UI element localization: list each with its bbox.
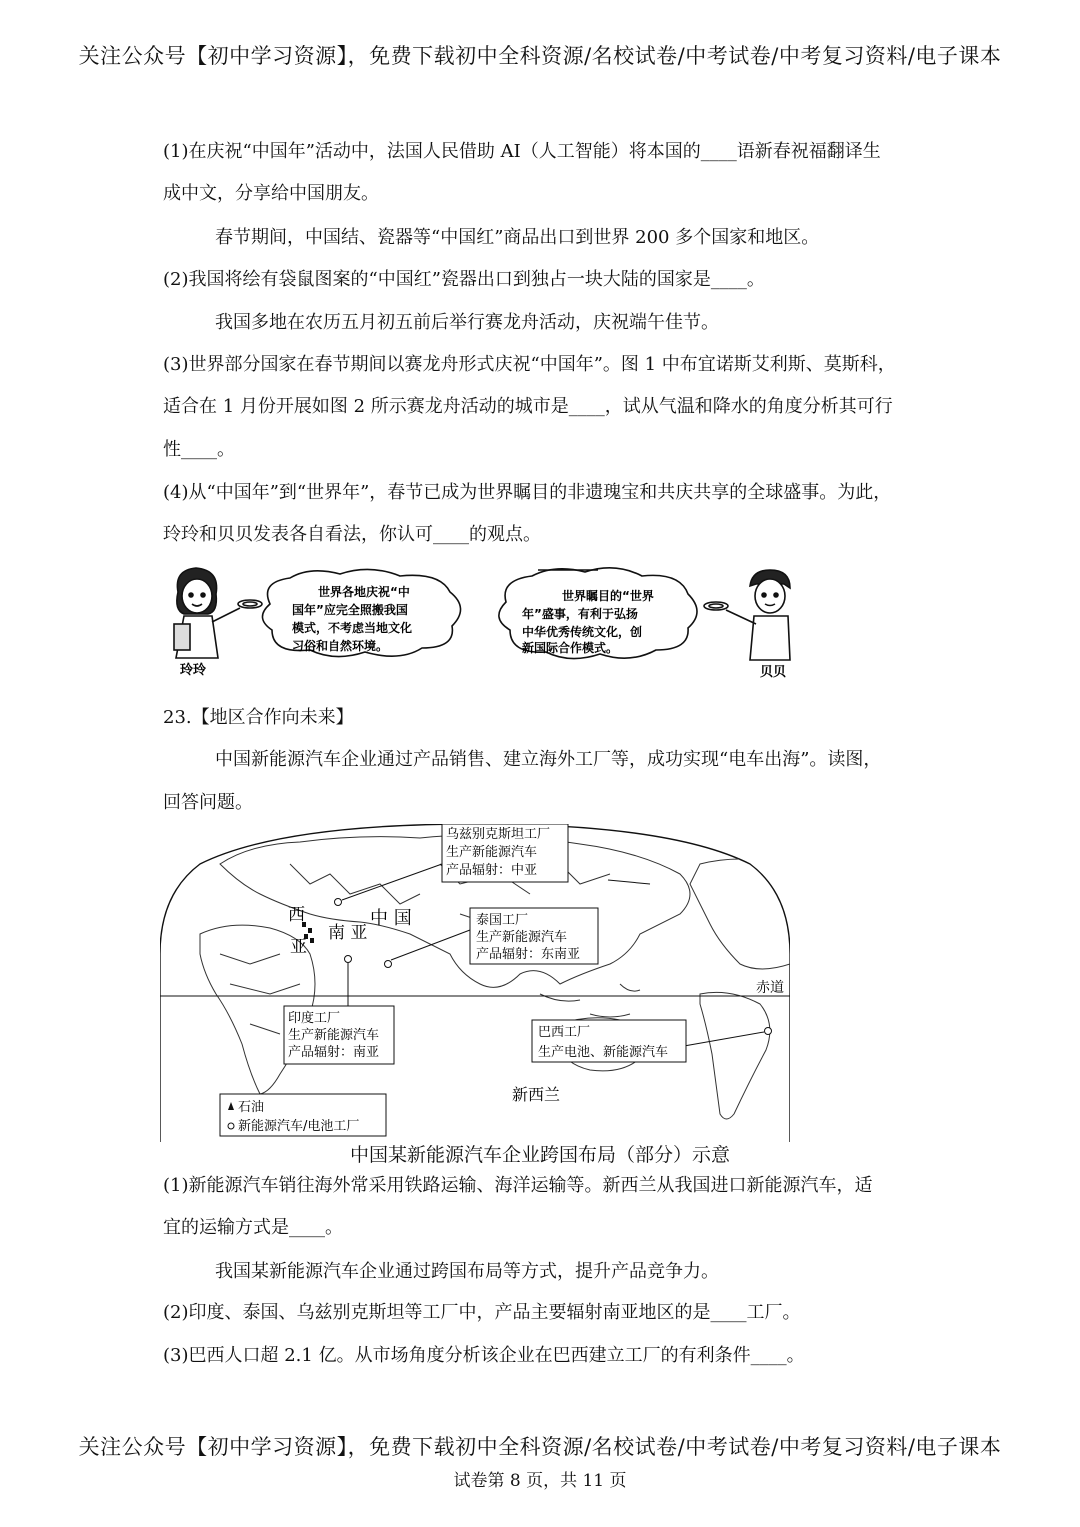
- q22-part3-line3: 性____。: [163, 439, 235, 460]
- q22-part4-line2: 玲玲和贝贝发表各自看法，你认可____的观点。: [163, 524, 541, 545]
- top-banner: 关注公众号【初中学习资源】，免费下载初中全科资源/名校试卷/中考试卷/中考复习资料/电子课本: [78, 44, 1002, 68]
- callout-thai: [470, 908, 598, 964]
- svg-text:生产电池、新能源汽车: 生产电池、新能源汽车: [538, 1045, 669, 1060]
- q23-title: 23.【地区合作向未来】: [163, 707, 354, 728]
- bubble-right-line: 中华优秀传统文化，创: [522, 625, 643, 639]
- label-west-asia-2: 亚: [290, 937, 307, 957]
- q22-part1-line2: 成中文，分享给中国朋友。: [163, 183, 379, 204]
- bubble-left-line: 模式，不考虑当地文化: [292, 621, 413, 635]
- callout-brazil: [532, 1020, 686, 1062]
- bubble-right-line: 年”盛事，有利于弘扬: [522, 607, 638, 621]
- q23-part1-line1: (1)新能源汽车销往海外常采用铁路运输、海洋运输等。新西兰从我国进口新能源汽车，适: [163, 1175, 873, 1196]
- map-legend: [220, 1094, 386, 1136]
- bubble-right-line: 世界瞩目的“世界: [562, 589, 654, 603]
- boy-figure-icon: [704, 570, 790, 660]
- q23-part2: (2)印度、泰国、乌兹别克斯坦等工厂中，产品主要辐射南亚地区的是____工厂。: [163, 1302, 801, 1323]
- bubble-right-line: 新国际合作模式。: [522, 641, 619, 655]
- name-left: 玲玲: [180, 663, 207, 678]
- map-caption: 中国某新能源汽车企业跨国布局（部分）示意: [349, 1144, 730, 1166]
- world-map: [160, 824, 790, 1142]
- girl-figure-icon: [174, 568, 262, 658]
- svg-text:生产新能源汽车: 生产新能源汽车: [446, 845, 538, 860]
- q22-part2: (2)我国将绘有袋鼠图案的“中国红”瓷器出口到独占一块大陆的国家是____。: [163, 269, 765, 290]
- factory-marker-india: [345, 956, 352, 963]
- q22-part4-line1: (4)从“中国年”到“世界年”，春节已成为世界瞩目的非遗瑰宝和共庆共享的全球盛事。为此，: [163, 482, 892, 503]
- equator-label: 赤道: [756, 980, 784, 996]
- q23-stem2: 我国某新能源汽车企业通过跨国布局等方式，提升产品竞争力。: [215, 1261, 719, 1282]
- q22-stem2: 春节期间，中国结、瓷器等“中国红”商品出口到世界 200 多个国家和地区。: [215, 227, 820, 248]
- factory-legend-icon: [228, 1123, 234, 1129]
- q23-intro-line1: 中国新能源汽车企业通过产品销售、建立海外工厂等，成功实现“电车出海”。读图，: [215, 749, 882, 770]
- svg-text:新能源汽车/电池工厂: 新能源汽车/电池工厂: [238, 1119, 360, 1134]
- svg-text:印度工厂: 印度工厂: [288, 1011, 341, 1026]
- bubble-left-line: 世界各地庆祝“中: [318, 585, 410, 599]
- label-south-asia: 南 亚: [328, 923, 368, 943]
- label-china: 中 国: [370, 908, 412, 929]
- svg-text:泰国工厂: 泰国工厂: [476, 913, 529, 928]
- svg-text:巴西工厂: 巴西工厂: [538, 1025, 591, 1040]
- q22-stem3: 我国多地在农历五月初五前后举行赛龙舟活动，庆祝端午佳节。: [215, 312, 719, 333]
- factory-marker-thai: [385, 961, 392, 968]
- svg-text:生产新能源汽车: 生产新能源汽车: [288, 1028, 380, 1043]
- factory-marker-uzbek: [335, 899, 342, 906]
- callout-india: [284, 1006, 394, 1064]
- svg-text:产品辐射：中亚: 产品辐射：中亚: [446, 863, 538, 878]
- label-new-zealand: 新西兰: [512, 1085, 561, 1104]
- label-west-asia-1: 西: [288, 905, 305, 925]
- q22-part3-line2: 适合在 1 月份开展如图 2 所示赛龙舟活动的城市是____，试从气温和降水的角度分析其可行: [163, 396, 893, 417]
- svg-text:产品辐射：东南亚: 产品辐射：东南亚: [476, 947, 581, 962]
- page-number: 试卷第 8 页，共 11 页: [453, 1471, 627, 1491]
- q23-part3: (3)巴西人口超 2.1 亿。从市场角度分析该企业在巴西建立工厂的有利条件____。: [163, 1345, 805, 1366]
- name-right: 贝贝: [760, 665, 787, 680]
- svg-text:产品辐射：南亚: 产品辐射：南亚: [288, 1045, 380, 1060]
- svg-text:生产新能源汽车: 生产新能源汽车: [476, 930, 568, 945]
- q22-part1-line1: (1)在庆祝“中国年”活动中，法国人民借助 AI（人工智能）将本国的____语新春祝福翻译生: [163, 141, 881, 162]
- bottom-banner: 关注公众号【初中学习资源】，免费下载初中全科资源/名校试卷/中考试卷/中考复习资料/电子课本: [78, 1435, 1002, 1459]
- q23-intro-line2: 回答问题。: [163, 792, 253, 813]
- svg-text:石油: 石油: [238, 1100, 265, 1115]
- opinion-cartoon: [160, 562, 800, 684]
- q22-part3-line1: (3)世界部分国家在春节期间以赛龙舟形式庆祝“中国年”。图 1 中布宜诺斯艾利斯、莫斯科，: [163, 354, 896, 375]
- svg-text:乌兹别克斯坦工厂: 乌兹别克斯坦工厂: [446, 827, 551, 842]
- factory-marker-brazil: [765, 1028, 772, 1035]
- bubble-left-line: 国年”应完全照搬我国: [292, 603, 408, 617]
- callout-uzbek: [442, 824, 568, 882]
- bubble-left-line: 习俗和自然环境。: [292, 639, 389, 653]
- q23-part1-line2: 宜的运输方式是____。: [163, 1217, 343, 1238]
